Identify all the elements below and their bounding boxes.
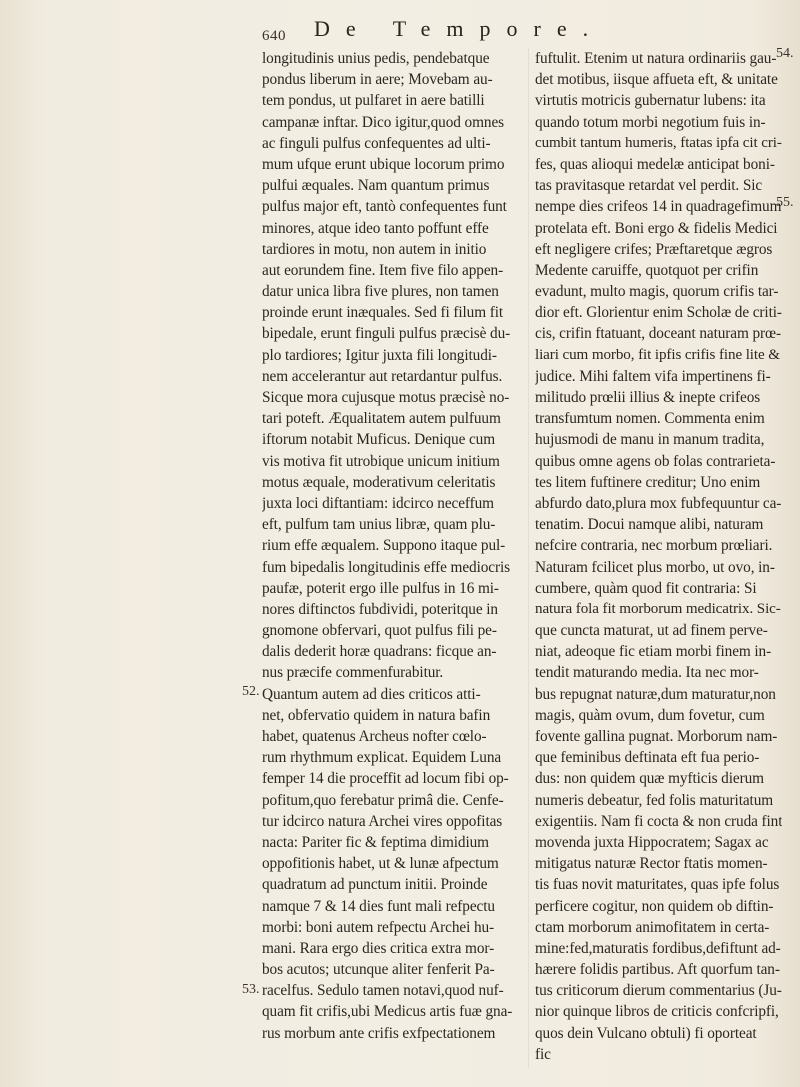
text-line: nus præcife commenfurabitur. xyxy=(262,664,444,682)
margin-number-55: 55. xyxy=(776,195,794,210)
text-line: pofitum,quo ferebatur primâ die. Cenfe- xyxy=(262,791,504,809)
text-line: evadunt, multo magis, quorum crifis tar- xyxy=(535,283,779,301)
text-line: aut eorundem fine. Item five filo appen- xyxy=(262,261,504,279)
text-line: hærere folidis partibus. Aft quorfum tan- xyxy=(535,961,780,979)
text-line: transfumtum nomen. Commenta enim xyxy=(535,410,765,428)
text-line: tardiores in motu, non autem in initio xyxy=(262,240,487,258)
text-line: hujusmodi de manu in manum tradita, xyxy=(535,431,765,449)
text-line: morbi: boni autem refpectu Archei hu- xyxy=(262,918,495,936)
text-line: protelata eft. Boni ergo & fidelis Medici xyxy=(535,219,778,237)
text-line: Naturam fcilicet plus morbo, ut ovo, in- xyxy=(535,558,775,576)
right-column xyxy=(535,48,782,1065)
margin-number-53: 53. xyxy=(242,982,260,997)
text-line: tendit maturando media. Ita nec mor- xyxy=(535,664,759,682)
text-line: que cuncta maturat, ut ad finem perve- xyxy=(535,622,768,640)
text-line: fuftulit. Etenim ut natura ordinariis gau- xyxy=(535,50,777,67)
text-line: niat, adeoque fic etiam morbi finem in- xyxy=(535,643,772,661)
text-line: ac finguli pulfus confequentes ad ulti- xyxy=(262,134,491,152)
text-line: eft negligere crifes; Præftaretque ægros xyxy=(535,240,773,258)
text-line: magis, quàm ovum, dum fovetur, cum xyxy=(535,706,765,724)
text-line: tem pondus, ut pulfaret in aere batilli xyxy=(262,92,485,110)
text-line: bos acutos; utcunque aliter fenferit Pa- xyxy=(262,961,495,979)
text-line: proinde erunt inæquales. Sed fi filum fit xyxy=(262,304,504,322)
text-line: quos dein Vulcano obtuli) fi oporteat xyxy=(535,1024,757,1042)
page-number: 640 xyxy=(262,28,286,44)
text-line: oppofitionis habet, ut & lunæ afpectum xyxy=(262,855,499,873)
text-line: eft, pulfum tam unius libræ, quam plu- xyxy=(262,516,496,534)
text-line: bus repugnat naturæ,dum maturatur,non xyxy=(535,685,776,703)
text-line: nores diftinctos fubdividi, poteritque in xyxy=(262,600,498,618)
text-line: namque 7 & 14 dies funt mali refpectu xyxy=(262,897,495,915)
text-line: tenatim. Docui namque alibi, naturam xyxy=(535,516,764,534)
text-line: mum ufque erunt ubique locorum primo xyxy=(262,155,505,173)
text-line: minores, atque ideo tanto poffunt effe xyxy=(262,219,489,237)
text-line: numeris debeatur, fed folis maturitatum xyxy=(535,791,774,809)
text-line: nem accelerantur aut retardantur pulfus. xyxy=(262,367,503,385)
text-line: Quantum autem ad dies criticos atti- xyxy=(262,685,481,703)
text-line: nempe dies crifeos 14 in quadragefimum xyxy=(535,198,782,216)
text-line: dus: non quidem quæ myfticis dierum xyxy=(535,770,764,788)
text-line: dior eft. Glorientur enim Scholæ de criti- xyxy=(535,304,782,322)
text-line: gnomone obfervari, quot pulfus fili pe- xyxy=(262,622,497,640)
text-line: pondus liberum in aere; Movebam au- xyxy=(262,71,493,89)
text-line: cumbere, quàm quod fit contraria: Si xyxy=(535,579,757,597)
text-line: mani. Rara ergo dies critica extra mor- xyxy=(262,939,495,957)
text-line: perficere cogitur, non quidem ob diftin- xyxy=(535,897,774,915)
text-line: iftorum notabit Muficus. Denique cum xyxy=(262,431,496,449)
text-line: racelfus. Sedulo tamen notavi,quod nuf- xyxy=(262,982,504,1000)
text-line: Medente caruiffe, quotquot per crifin xyxy=(535,261,759,279)
text-line: plo tardiores; Igitur juxta fili longitudi- xyxy=(262,346,497,364)
text-line: tes litem fuftinere creditur; Uno enim xyxy=(535,473,761,491)
text-line: virtutis motricis gubernatur lubens: ita xyxy=(535,92,766,110)
text-line: pulfus major eft, tantò confequentes funt xyxy=(262,198,507,216)
text-line: fic xyxy=(535,1045,551,1063)
text-line: nacta: Pariter fic & feptima dimidium xyxy=(262,833,489,851)
text-line: ctam morborum animofitatem in certa- xyxy=(535,918,770,936)
text-line: cis, crifin ftatuant, doceant naturam prœ- xyxy=(535,325,781,343)
text-line: judice. Mihi faltem vifa impertinens fi- xyxy=(535,367,771,385)
text-line: exigentiis. Nam fi cocta & non cruda fint xyxy=(535,812,782,830)
text-line: abfurdo dato,plura mox fubfequuntur ca- xyxy=(535,494,782,512)
running-title: De Tempore. xyxy=(314,16,605,41)
text-line: movenda juxta Hippocratem; Sagax ac xyxy=(535,833,769,851)
text-line: Sicque mora cujusque motus præcisè no- xyxy=(262,389,510,406)
text-line: tis fuas novit maturitates, quas ipfe folus xyxy=(535,876,780,894)
text-line: quibus omne agens ob folas contrarieta- xyxy=(535,452,776,470)
margin-number-52: 52. xyxy=(242,684,260,699)
text-line: net, obfervatio quidem in natura bafin xyxy=(262,706,491,724)
text-line: fum bipedalis longitudinis effe mediocris xyxy=(262,558,510,576)
page-header xyxy=(0,12,800,42)
text-line: liari cum morbo, fit ipfis crifis fine lite & xyxy=(535,346,780,363)
text-line: tas pravitasque retardat vel perdit. Sic xyxy=(535,177,763,195)
text-line: mine:fed,maturatis fordibus,defiftunt ad- xyxy=(535,939,781,957)
text-line: datur unica libra five plures, non tamen xyxy=(262,283,499,301)
text-line: cumbit tantum humeris, ftatas ipfa cit cri- xyxy=(535,134,782,151)
text-line: pulfui æquales. Nam quantum primus xyxy=(262,177,490,195)
text-line: que feminibus deftinata eft fua perio- xyxy=(535,749,760,767)
text-line: tur idcirco natura Archei vires oppofitas xyxy=(262,812,503,830)
text-line: rum rhythmum explicat. Equidem Luna xyxy=(262,749,502,767)
text-line: longitudinis unius pedis, pendebatque xyxy=(262,50,490,67)
text-line: rus morbum ante crifis exfpectationem xyxy=(262,1024,496,1042)
text-line: det motibus, iisque affueta eft, & unitate xyxy=(535,71,778,89)
text-line: fovente gallina pugnat. Morborum nam- xyxy=(535,728,778,745)
text-line: nior quinque libros de criticis confcripfi, xyxy=(535,1003,779,1021)
text-line: nefcire contraria, nec morbum prœliari. xyxy=(535,537,773,555)
text-line: natura fola fit morborum medicatrix. Sic- xyxy=(535,600,781,617)
left-column xyxy=(262,48,520,1044)
text-line: tari poteft. Æqualitatem autem pulfuum xyxy=(262,410,501,428)
margin-number-54: 54. xyxy=(776,46,794,61)
text-line: motus æquale, moderativum celeritatis xyxy=(262,473,496,491)
text-line: dalis dederit horæ quadrans: ficque an- xyxy=(262,643,497,661)
text-line: quadratum ad punctum initii. Proinde xyxy=(262,876,488,894)
text-line: vis motiva fit utrobique unicum initium xyxy=(262,452,500,470)
text-line: quando totum morbi negotium fuis in- xyxy=(535,113,766,131)
text-line: quam fit crifis,ubi Medicus artis fuæ gna- xyxy=(262,1003,513,1021)
text-line: bipedale, erunt finguli pulfus præcisè du- xyxy=(262,325,511,343)
text-line: habet, quatenus Archeus nofter cœlo- xyxy=(262,728,487,745)
text-line: fes, quas alioqui medelæ anticipat boni- xyxy=(535,155,775,173)
text-line: rium effe æqualem. Suppono itaque pul- xyxy=(262,537,506,555)
text-line: tus criticorum dierum commentarius (Ju- xyxy=(535,982,782,1000)
text-line: mitigatus naturæ Rector ftatis momen- xyxy=(535,855,768,873)
text-line: femper 14 die proceffit ad locum fibi op- xyxy=(262,770,509,788)
text-line: juxta loci diftantiam: idcirco neceffum xyxy=(262,494,494,512)
text-line: campanæ inftar. Dico igitur,quod omnes xyxy=(262,113,504,131)
text-line: militudo prœlii illius & inepte crifeos xyxy=(535,389,761,406)
column-divider xyxy=(528,48,529,1068)
text-line: paufæ, poterit ergo ille pulfus in 16 mi- xyxy=(262,579,499,597)
